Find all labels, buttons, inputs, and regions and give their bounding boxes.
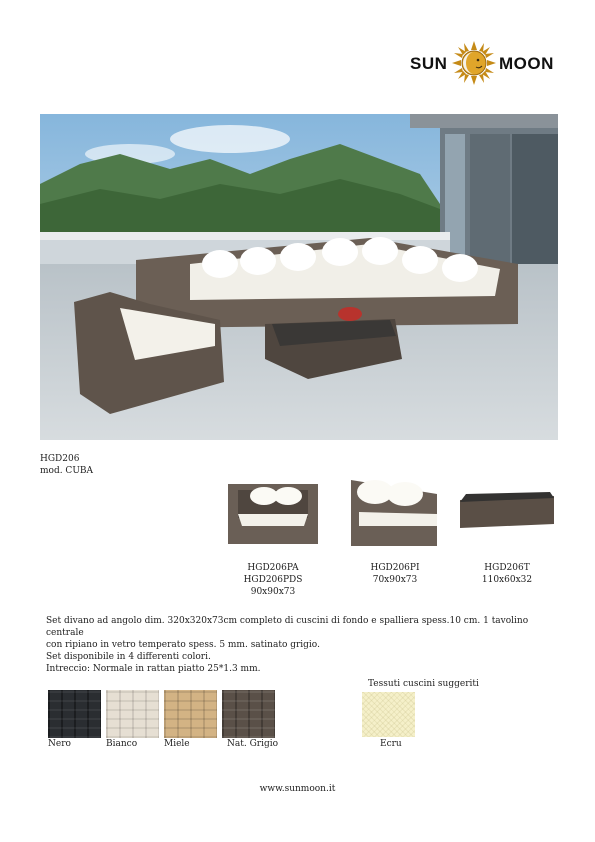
fabric-label: Ecru <box>380 739 402 749</box>
item-label-1 <box>218 562 328 598</box>
item-dimensions: 90x90x73 <box>250 587 296 597</box>
fabric-heading: Tessuti cuscini suggeriti <box>368 679 479 689</box>
item-code-line: HGD206T <box>484 563 530 573</box>
brand-logo <box>408 40 553 86</box>
item-label-3 <box>452 562 562 586</box>
product-model: mod. CUBA <box>40 466 94 476</box>
swatch-label: Bianco <box>106 739 138 749</box>
sofa-scene-image <box>40 114 558 440</box>
item-code-line: HGD206PI <box>370 563 420 573</box>
swatch-label: Nat. Grigio <box>227 739 279 749</box>
brand-logo-right-text: MOON <box>499 54 554 73</box>
sun-logo-icon <box>451 40 497 86</box>
hero-photo <box>40 114 558 440</box>
description-line: Set divano ad angolo dim. 320x320x73cm completo di cuscini di fondo e spalliera spess.10 cm. 1 tavolino centrale <box>46 616 529 638</box>
middle-chair-icon <box>345 474 443 554</box>
brand-logo-left-text: SUN <box>410 54 448 73</box>
item-dimensions: 110x60x32 <box>481 575 533 585</box>
item-code-line: HGD206PDS <box>243 575 303 585</box>
corner-chair-icon <box>224 478 322 552</box>
swatch-nat-grigio <box>222 690 275 738</box>
swatch-nero <box>48 690 101 738</box>
product-image-corner-chair <box>224 478 322 552</box>
product-code: HGD206 <box>40 454 80 464</box>
swatch-bianco <box>106 690 159 738</box>
product-image-table <box>458 490 556 534</box>
swatch-label: Miele <box>164 739 190 749</box>
coffee-table-icon <box>458 490 556 534</box>
item-code-line: HGD206PA <box>247 563 299 573</box>
description-line: con ripiano in vetro temperato spess. 5 mm. satinato grigio. <box>46 640 320 650</box>
description-line: Intreccio: Normale in rattan piatto 25*1.3 mm. <box>46 664 261 674</box>
swatch-ecru <box>362 692 415 737</box>
product-image-middle-chair <box>345 474 443 554</box>
product-description <box>46 615 546 675</box>
item-label-2 <box>340 562 450 586</box>
swatch-miele <box>164 690 217 738</box>
swatch-label: Nero <box>48 739 71 749</box>
item-dimensions: 70x90x73 <box>372 575 418 585</box>
footer-url[interactable]: www.sunmoon.it <box>259 784 336 794</box>
product-caption <box>40 453 93 477</box>
description-line: Set disponibile in 4 differenti colori. <box>46 652 211 662</box>
